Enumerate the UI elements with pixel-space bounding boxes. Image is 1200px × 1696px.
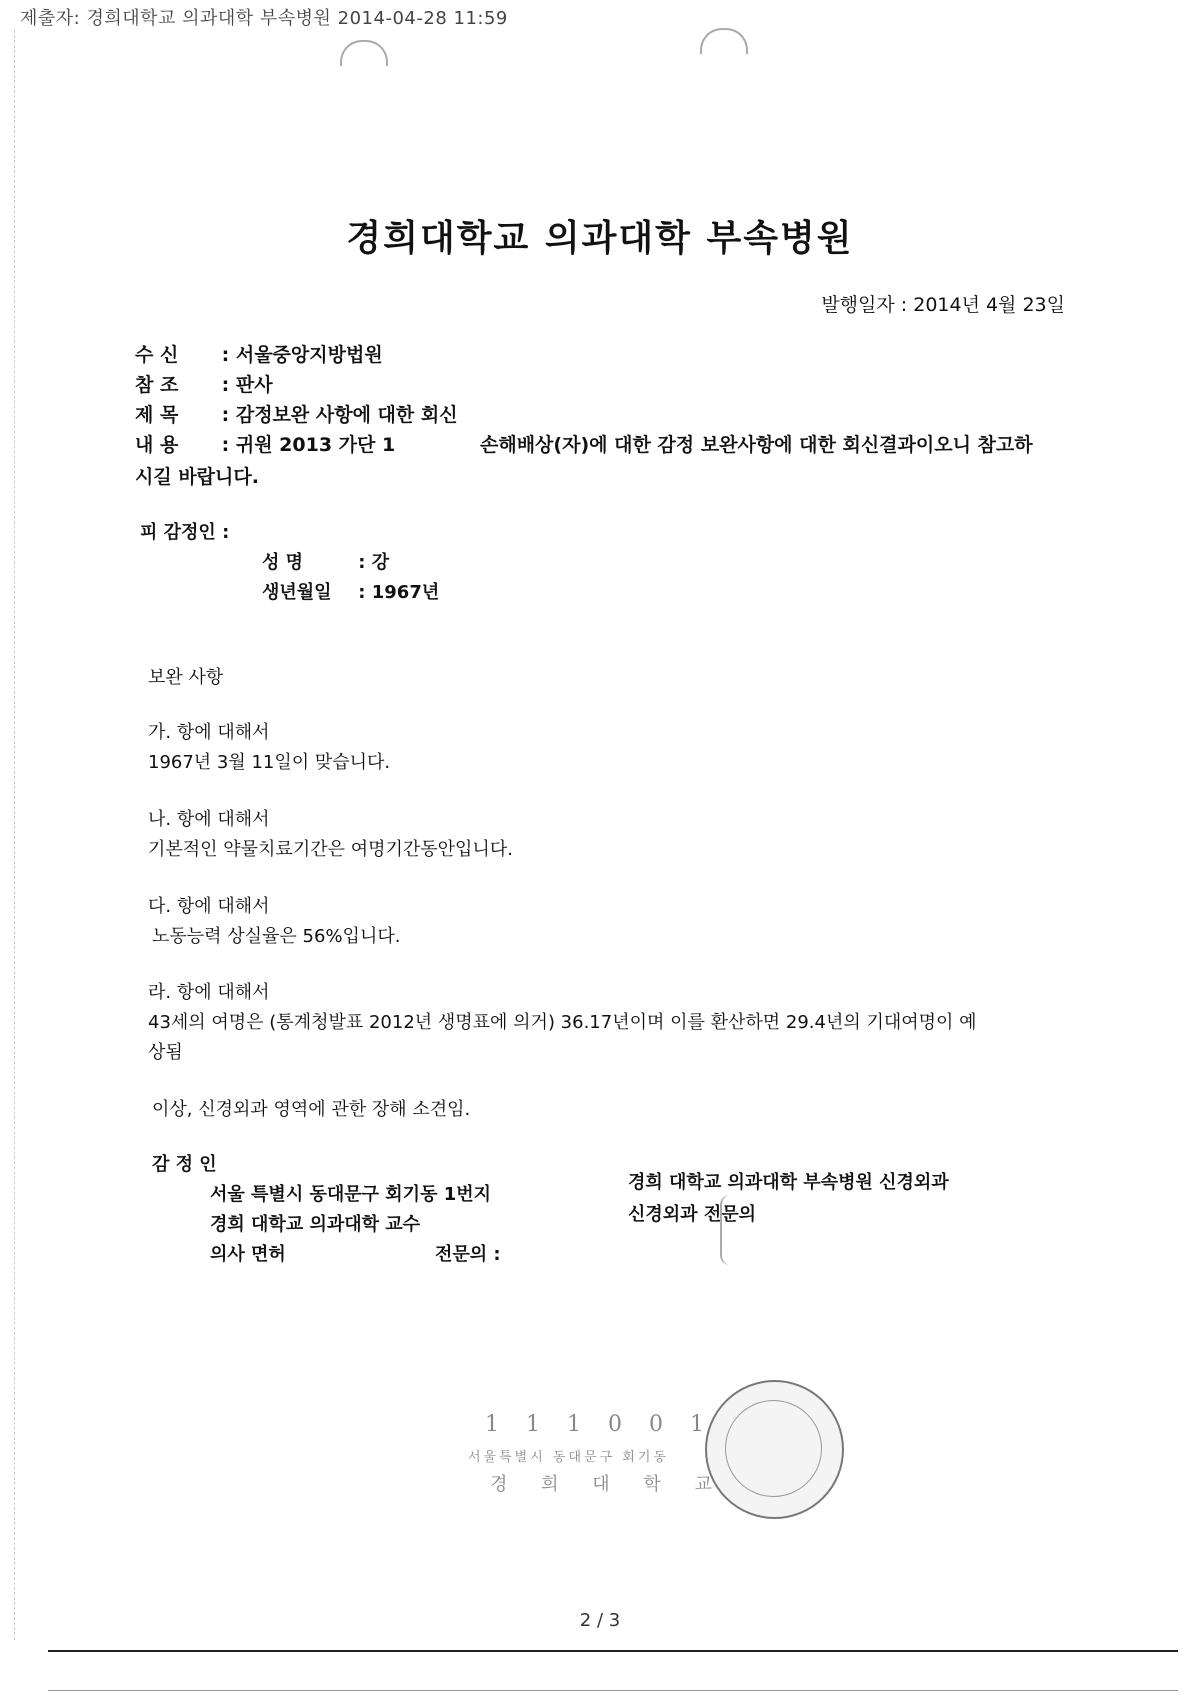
item-title: 나. 항에 대해서 bbox=[148, 809, 270, 830]
seal-address: 서울특별시 동대문구 회기동 bbox=[468, 1450, 669, 1465]
bottom-rule-faint bbox=[48, 1690, 1178, 1691]
content-value: : 귀원 2013 가단 1 bbox=[221, 434, 396, 456]
item-text: 기본적인 약물치료기간은 여명기간동안입니다. bbox=[148, 839, 513, 860]
subject-dob-row bbox=[262, 578, 439, 604]
reference-label: 참 조 bbox=[135, 374, 179, 396]
subject-label: 제 목 bbox=[135, 404, 179, 426]
item-text: 1967년 3월 11일이 맞습니다. bbox=[148, 752, 391, 773]
reference-value: : 판사 bbox=[221, 374, 273, 396]
fax-header: 제출자: 경희대학교 의과대학 부속병원 2014-04-28 11:59 bbox=[20, 8, 508, 29]
seal-postal-code: 1 1 1 0 0 1 bbox=[485, 1412, 714, 1437]
appraiser-affiliation: 경희 대학교 의과대학 교수 bbox=[210, 1214, 421, 1235]
item-title: 가. 항에 대해서 bbox=[148, 722, 270, 743]
page-number: 2 / 3 bbox=[579, 1610, 621, 1631]
bottom-rule bbox=[48, 1650, 1178, 1652]
recipient-value: : 서울중앙지방법원 bbox=[221, 344, 383, 366]
item-title: 다. 항에 대해서 bbox=[148, 896, 270, 917]
item-text: 43세의 여명은 (통계청발표 2012년 생명표에 의거) 36.17년이며 이를 환산하면 29.4년의 기대여명이 예 bbox=[148, 1012, 977, 1033]
content-value-cont: 손해배상(자)에 대한 감정 보완사항에 대한 회신결과이오니 참고하 bbox=[480, 434, 1033, 456]
recipient-row bbox=[135, 340, 383, 367]
subject-name-row bbox=[262, 548, 389, 574]
appraiser-address: 서울 특별시 동대문구 회기동 1번지 bbox=[210, 1184, 492, 1205]
name-label: 성 명 bbox=[262, 552, 304, 573]
seal-inner-ring bbox=[725, 1400, 822, 1497]
appraiser-specialty: 신경외과 전문의 bbox=[628, 1204, 756, 1225]
hospital-dept: 경희 대학교 의과대학 부속병원 신경외과 bbox=[628, 1172, 949, 1193]
subject-person-heading: 피 감정인 : bbox=[140, 522, 230, 543]
binder-hole-mark bbox=[340, 40, 388, 66]
content-label: 내 용 bbox=[135, 434, 179, 456]
issue-date: 발행일자 : 2014년 4월 23일 bbox=[821, 294, 1065, 316]
subject-value: : 감정보완 사항에 대한 회신 bbox=[221, 404, 458, 426]
content-row bbox=[135, 430, 395, 457]
official-seal-stamp bbox=[705, 1380, 844, 1519]
item-text: 노동능력 상실율은 56%입니다. bbox=[152, 926, 401, 947]
item-title: 라. 항에 대해서 bbox=[148, 982, 270, 1003]
reference-row bbox=[135, 370, 273, 397]
appraiser-heading: 감 정 인 bbox=[152, 1154, 217, 1175]
binder-hole-mark bbox=[700, 28, 748, 54]
dob-value: : 1967년 bbox=[358, 582, 440, 603]
left-margin-rule bbox=[14, 30, 15, 1640]
seal-org: 경 희 대 학 교 bbox=[490, 1474, 726, 1495]
content-line2: 시길 바랍니다. bbox=[135, 466, 259, 488]
item-text-cont: 상됨 bbox=[148, 1042, 183, 1063]
supplement-heading: 보완 사항 bbox=[148, 667, 224, 688]
appraiser-license: 의사 면허 bbox=[210, 1244, 286, 1265]
conclusion: 이상, 신경외과 영역에 관한 장해 소견임. bbox=[152, 1099, 471, 1120]
document-title: 경희대학교 의과대학 부속병원 bbox=[346, 218, 854, 259]
appraiser-specialist: 전문의 : bbox=[435, 1244, 501, 1265]
signature-mark bbox=[720, 1195, 762, 1265]
recipient-label: 수 신 bbox=[135, 344, 179, 366]
subject-row bbox=[135, 400, 458, 427]
name-value: : 강 bbox=[358, 552, 390, 573]
dob-label: 생년월일 bbox=[262, 582, 332, 603]
